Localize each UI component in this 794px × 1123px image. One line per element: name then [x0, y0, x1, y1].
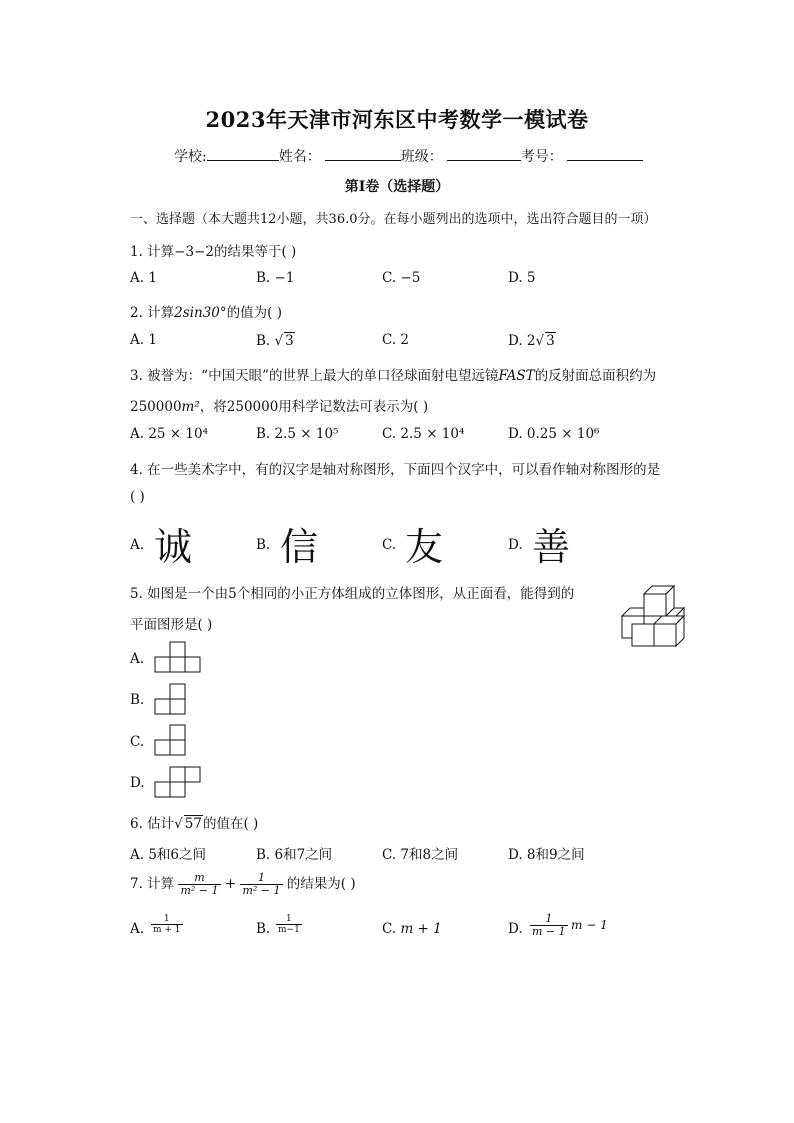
class-label: 班级： — [400, 149, 443, 165]
part-title: 第I卷（选择题） — [344, 179, 450, 195]
q7-f2-den: m² − 1 — [242, 884, 281, 897]
q5-option-b-figure — [154, 683, 188, 715]
q7-option-d-frac — [530, 913, 568, 938]
q6-prefix: 6. 估计 — [130, 816, 175, 832]
q7-f1-num: m — [178, 872, 220, 885]
q7-option-a-frac — [151, 914, 183, 935]
q6-option-c[interactable]: C. 7和8之间 — [382, 847, 459, 863]
q5-option-c-label[interactable]: C. — [130, 734, 145, 750]
q7-f2-num: 1 — [240, 872, 282, 885]
q1-option-d[interactable]: D. 5 — [508, 270, 536, 286]
name-label: 姓名： — [278, 149, 321, 165]
q3-option-b[interactable]: B. 2.5 × 10⁵ — [256, 426, 339, 442]
q7-option-c-label: C. — [382, 921, 397, 937]
q7-f1-den: m² − 1 — [180, 884, 219, 897]
q3-line2-suffix: ，将250000用科学记数法可表示为( ) — [199, 399, 429, 415]
q3-line2-unit: m² — [181, 399, 200, 415]
q5-option-c-figure — [154, 724, 188, 756]
q4-option-d-char: 善 — [532, 525, 571, 569]
q2-option-b[interactable]: B. √ 3 — [256, 333, 294, 349]
q3-line2-number: 250000 — [130, 399, 182, 415]
q3-line1-text: 3. 被誉为：“中国天眼”的世界上最大的单口径球面射电望远镜 — [130, 368, 499, 384]
q3-option-c[interactable]: C. 2.5 × 10⁴ — [382, 426, 465, 442]
q5-option-d-figure — [154, 766, 204, 798]
q7-a-den: m + 1 — [153, 925, 181, 935]
q4-option-a-char: 诚 — [154, 525, 193, 569]
q4-option-c-char: 友 — [405, 525, 444, 569]
q2-option-d-sqrt: 3 — [546, 333, 555, 349]
q7-option-d-tail: m − 1 — [571, 918, 608, 932]
student-info — [174, 146, 643, 166]
q2-math: 2sin30° — [174, 305, 227, 321]
q6-suffix: 的值在( ) — [202, 816, 259, 832]
q7-suffix: 的结果为( ) — [286, 876, 356, 892]
q1-option-c[interactable]: C. −5 — [382, 270, 421, 286]
q2-option-d[interactable]: D. 2√ 3 — [508, 333, 555, 349]
q5-option-d-label[interactable]: D. — [130, 775, 145, 791]
q1-option-a[interactable]: A. 1 — [130, 270, 157, 286]
q3-option-d[interactable]: D. 0.25 × 10⁶ — [508, 426, 600, 442]
question-3-line2 — [130, 395, 428, 415]
q6-sqrt: 57 — [184, 816, 202, 832]
q5-option-a-figure — [154, 641, 204, 673]
q7-a-num: 1 — [151, 914, 183, 925]
q7-option-d-label[interactable]: D. — [508, 921, 523, 937]
cube-solid-figure — [618, 584, 692, 650]
q4-option-b-char: 信 — [280, 525, 319, 569]
question-4-line1: 4. 在一些美术字中，有的汉字是轴对称图形，下面四个汉字中，可以看作轴对称图形的是 — [130, 462, 661, 478]
q2-suffix: 的值为( ) — [226, 305, 282, 321]
q7-option-a-label[interactable]: A. — [130, 921, 145, 937]
question-2 — [130, 301, 282, 321]
q1-option-b[interactable]: B. −1 — [256, 270, 295, 286]
q7-prefix: 7. 计算 — [130, 876, 175, 892]
q7-b-den: m−1 — [278, 925, 300, 935]
q3-option-a[interactable]: A. 25 × 10⁴ — [130, 426, 208, 442]
q5-option-a-label[interactable]: A. — [130, 651, 145, 667]
section-title: 一、选择题（本大题共12小题，共36.0分。在每小题列出的选项中，选出符合题目的一项） — [130, 212, 657, 227]
q4-option-a-label[interactable]: A. — [130, 537, 145, 553]
q3-line1-math: FAST — [498, 368, 535, 384]
q6-option-b[interactable]: B. 6和7之间 — [256, 847, 333, 863]
q7-plus: + — [224, 876, 237, 892]
school-blank[interactable] — [207, 146, 279, 161]
q2-prefix: 2. 计算 — [130, 305, 175, 321]
q3-line1-suffix: 的反射面总面积约为 — [534, 368, 657, 384]
school-label: 学校: — [174, 149, 207, 165]
q4-option-c-label[interactable]: C. — [382, 537, 397, 553]
q7-d-den: m − 1 — [532, 925, 566, 938]
question-5-line1: 5. 如图是一个由5个相同的小正方体组成的立体图形，从正面看，能得到的 — [130, 586, 575, 602]
exam-no-label: 考号： — [520, 149, 563, 165]
q2-option-d-label: D. 2 — [508, 333, 536, 349]
q7-option-c-value: m + 1 — [400, 921, 442, 937]
exam-title: 2023年天津市河东区中考数学一模试卷 — [205, 107, 589, 132]
q7-option-b-frac — [276, 914, 302, 935]
question-7 — [130, 872, 356, 897]
q7-b-num: 1 — [276, 914, 302, 925]
q2-option-a[interactable]: A. 1 — [130, 332, 157, 348]
name-blank[interactable] — [325, 146, 401, 161]
question-6: 6. 估计√ 57的值在( ) — [130, 816, 259, 832]
question-1: 1. 计算−3−2的结果等于( ) — [130, 244, 297, 260]
q7-option-c[interactable] — [382, 921, 442, 937]
q6-option-d[interactable]: D. 8和9之间 — [508, 847, 585, 863]
q5-option-b-label[interactable]: B. — [130, 692, 145, 708]
question-5-line2: 平面图形是( ) — [130, 617, 213, 633]
q2-option-c[interactable]: C. 2 — [382, 332, 410, 348]
q7-d-num: 1 — [530, 913, 568, 926]
q7-fraction-2 — [240, 872, 282, 897]
q4-option-d-label[interactable]: D. — [508, 537, 523, 553]
question-4-line2: ( ) — [130, 489, 145, 505]
question-3-line1 — [130, 364, 656, 384]
q7-option-b-label[interactable]: B. — [256, 921, 271, 937]
q2-option-b-sqrt: 3 — [285, 333, 294, 349]
q4-option-b-label[interactable]: B. — [256, 537, 271, 553]
class-blank[interactable] — [447, 146, 521, 161]
exam-no-blank[interactable] — [567, 146, 643, 161]
q7-fraction-1 — [178, 872, 220, 897]
q2-option-b-label: B. — [256, 333, 271, 349]
q6-option-a[interactable]: A. 5和6之间 — [130, 847, 207, 863]
